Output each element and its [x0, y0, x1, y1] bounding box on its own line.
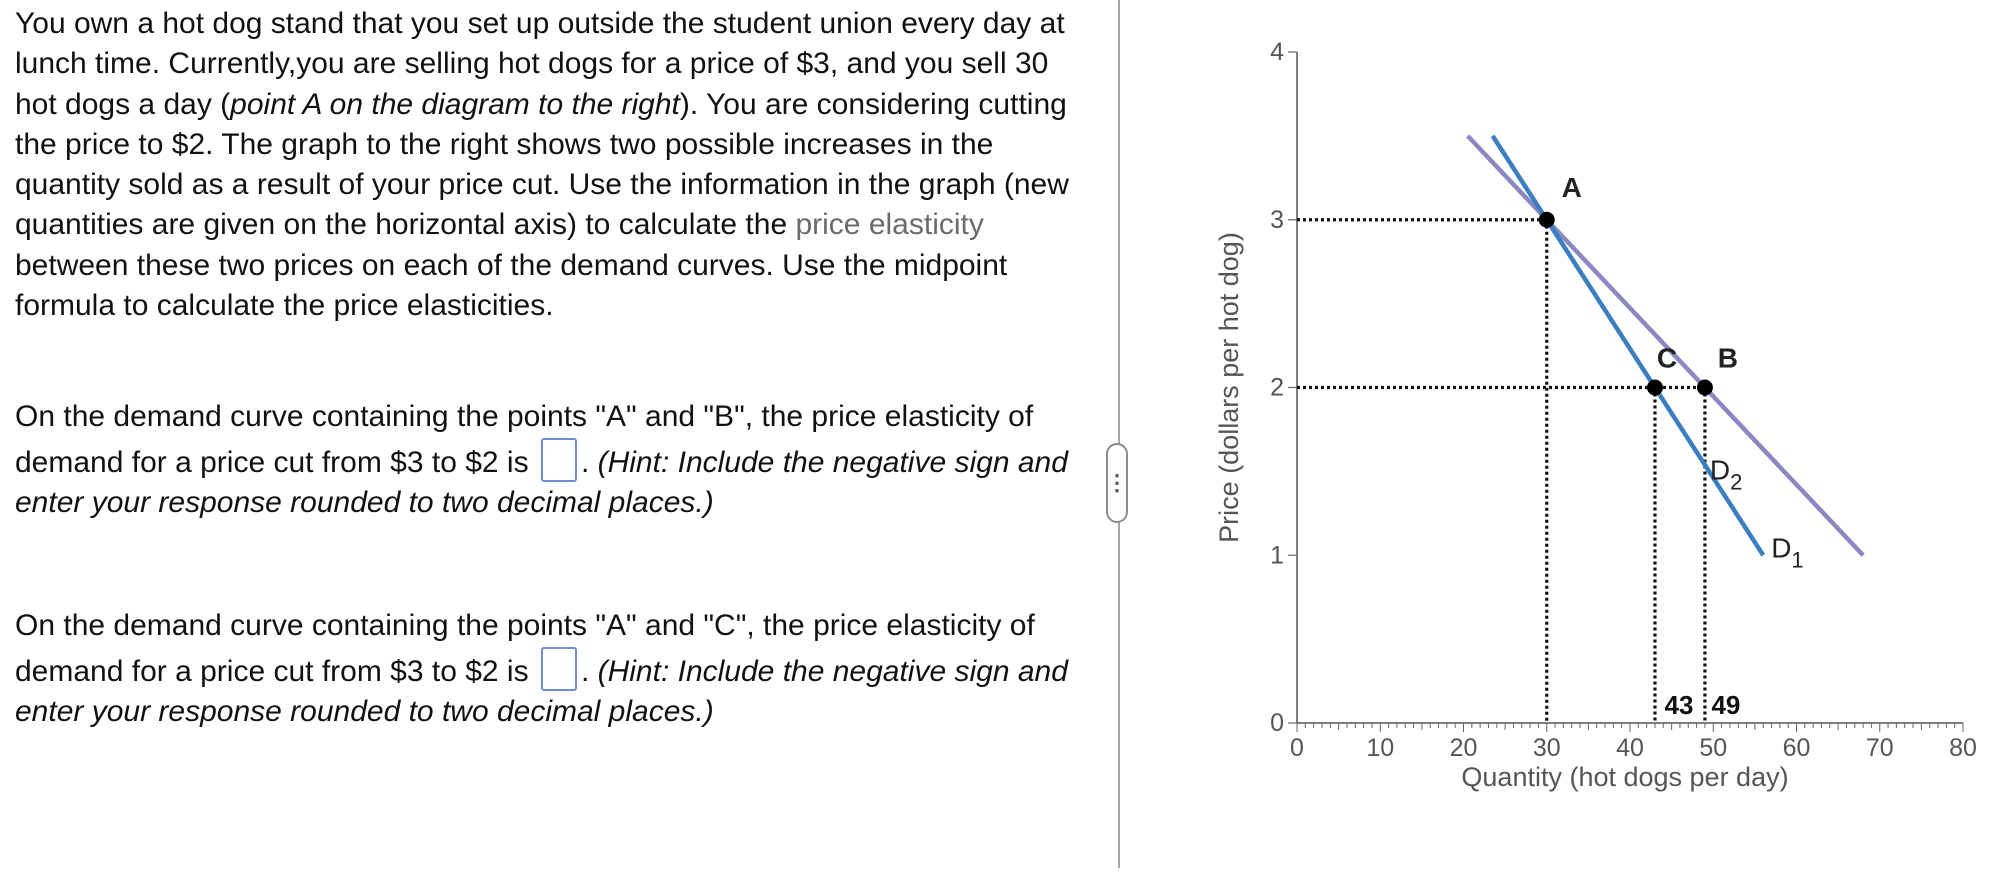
part-ac-hint: (Hint: Include the negative sign and enter your response rounded to two decimal places.) — [15, 654, 1068, 728]
question-part-ac — [15, 606, 1075, 733]
problem-text-cont: ). You are considering cutting the price to $2. The graph to the right shows two possible increases in the quantity sold as a result of your price cut. Use the information in the graph (new quantities are given on the horizontal axis) to calculate the — [15, 87, 1069, 242]
x-tick-label: 60 — [1782, 734, 1811, 762]
price-elasticity-link[interactable]: price elasticity — [795, 208, 984, 242]
x-tick-label: 80 — [1949, 734, 1977, 762]
part-ab-period: . — [580, 445, 598, 479]
point-label-b: B — [1717, 342, 1739, 374]
part-ac-period: . — [580, 654, 598, 688]
x-tick-label: 0 — [1290, 734, 1304, 762]
answer-input-ab[interactable] — [541, 438, 577, 482]
y-tick-label: 2 — [1270, 373, 1284, 402]
part-ac-text: On the demand curve containing the points "A" and "C", the price elasticity of demand for a price cut from $3 to $2 is — [15, 609, 1035, 688]
y-tick-label: 1 — [1270, 541, 1284, 570]
graph-pane — [1120, 0, 1992, 868]
problem-text: You own a hot dog stand that you set up outside the student union every day at lunch time. Currently,you are selling hot dogs for a price of $3, and you sell 30 hot dogs a day ( — [15, 7, 1065, 121]
y-tick-label: 4 — [1270, 38, 1284, 66]
y-tick-label: 3 — [1270, 205, 1284, 234]
problem-italic-note: point A on the diagram to the right — [230, 87, 680, 121]
point-label-c: C — [1656, 342, 1678, 374]
point-b — [1697, 380, 1713, 396]
part-ab-hint: (Hint: Include the negative sign and enter your response rounded to two decimal places.) — [15, 445, 1068, 519]
part-ab-text: On the demand curve containing the points "A" and "B", the price elasticity of demand for a price cut from $3 to $2 is — [15, 400, 1034, 479]
y-axis-title: Price (dollars per hot dog) — [1214, 232, 1244, 543]
x-axis-title: Quantity (hot dogs per day) — [1461, 762, 1789, 792]
drag-dots-icon: ⋮ — [1106, 470, 1128, 495]
y-tick-label: 0 — [1270, 709, 1284, 737]
point-a — [1539, 212, 1555, 228]
demand-graph — [1120, 0, 1992, 868]
x-tick-label: 30 — [1532, 734, 1561, 762]
x-tick-label: 40 — [1616, 734, 1644, 762]
x-tick-label: 70 — [1865, 734, 1894, 762]
point-label-a: A — [1561, 171, 1582, 203]
problem-text-end: between these two prices on each of the demand curves. Use the midpoint formula to calculate the price elasticities. — [15, 248, 1008, 323]
problem-statement — [15, 4, 1075, 326]
x-tick-label: 50 — [1699, 734, 1728, 762]
x-tick-label: 10 — [1366, 734, 1395, 762]
curve-label-d2: $D_2$ — [1709, 454, 1743, 495]
curve-label-d1: $D_1$ — [1771, 532, 1804, 573]
answer-input-ac[interactable] — [541, 647, 577, 691]
qty-label-43: 43 — [1664, 690, 1694, 720]
question-part-ab — [15, 397, 1075, 524]
x-tick-label: 20 — [1449, 734, 1478, 762]
point-c — [1647, 380, 1663, 396]
qty-label-49: 49 — [1711, 690, 1741, 720]
